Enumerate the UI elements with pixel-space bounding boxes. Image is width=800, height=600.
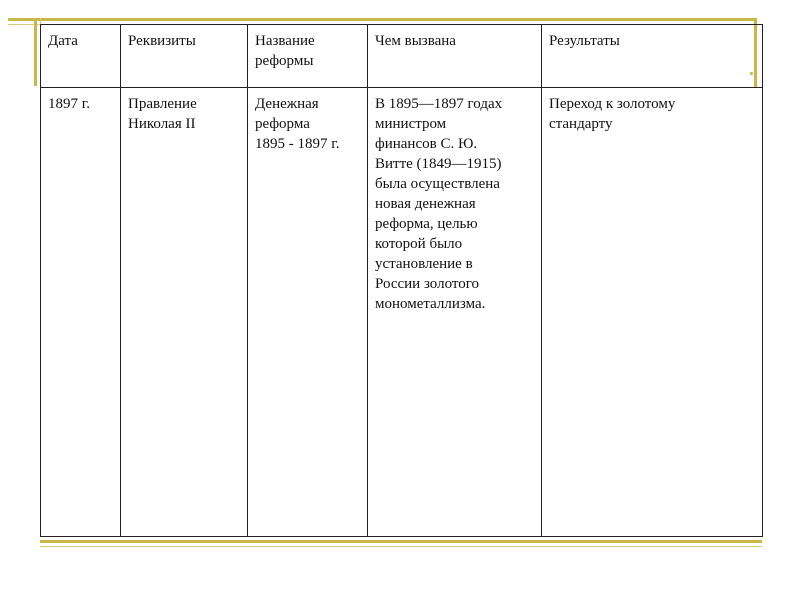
table-row	[41, 88, 763, 537]
header-reform-name-label: Название реформы	[255, 33, 315, 69]
header-date-label: Дата	[48, 33, 78, 49]
cell-requisites-text: Правление Николая II	[128, 96, 197, 132]
frame-line-bottom	[40, 540, 762, 543]
cell-date-text: 1897 г.	[48, 96, 90, 112]
reform-table	[40, 24, 763, 537]
cell-cause	[368, 88, 542, 537]
cell-results-text: Переход к золотому стандарту	[549, 96, 676, 132]
header-date	[41, 25, 121, 88]
header-results-label: Результаты	[549, 33, 620, 49]
header-row	[41, 25, 763, 88]
header-reform-name	[248, 25, 368, 88]
header-cause-label: Чем вызвана	[375, 33, 456, 49]
frame-line-top	[8, 18, 756, 21]
header-cause	[368, 25, 542, 88]
cell-cause-text: В 1895—1897 годах министром финансов С. Ю. Витте (1849—1915) была осуществлена новая денежная реформа, целью которой было установление в России золотого монометаллизма.	[375, 96, 503, 312]
cell-results	[542, 88, 763, 537]
header-requisites	[121, 25, 248, 88]
cell-date	[41, 88, 121, 537]
cell-reform-name-text: Денежная реформа 1895 - 1897 г.	[255, 96, 340, 152]
header-results	[542, 25, 763, 88]
cell-requisites	[121, 88, 248, 537]
frame-line-bottom-inner	[40, 546, 762, 547]
cell-reform-name	[248, 88, 368, 537]
frame-line-left	[34, 18, 37, 86]
header-requisites-label: Реквизиты	[128, 33, 196, 49]
